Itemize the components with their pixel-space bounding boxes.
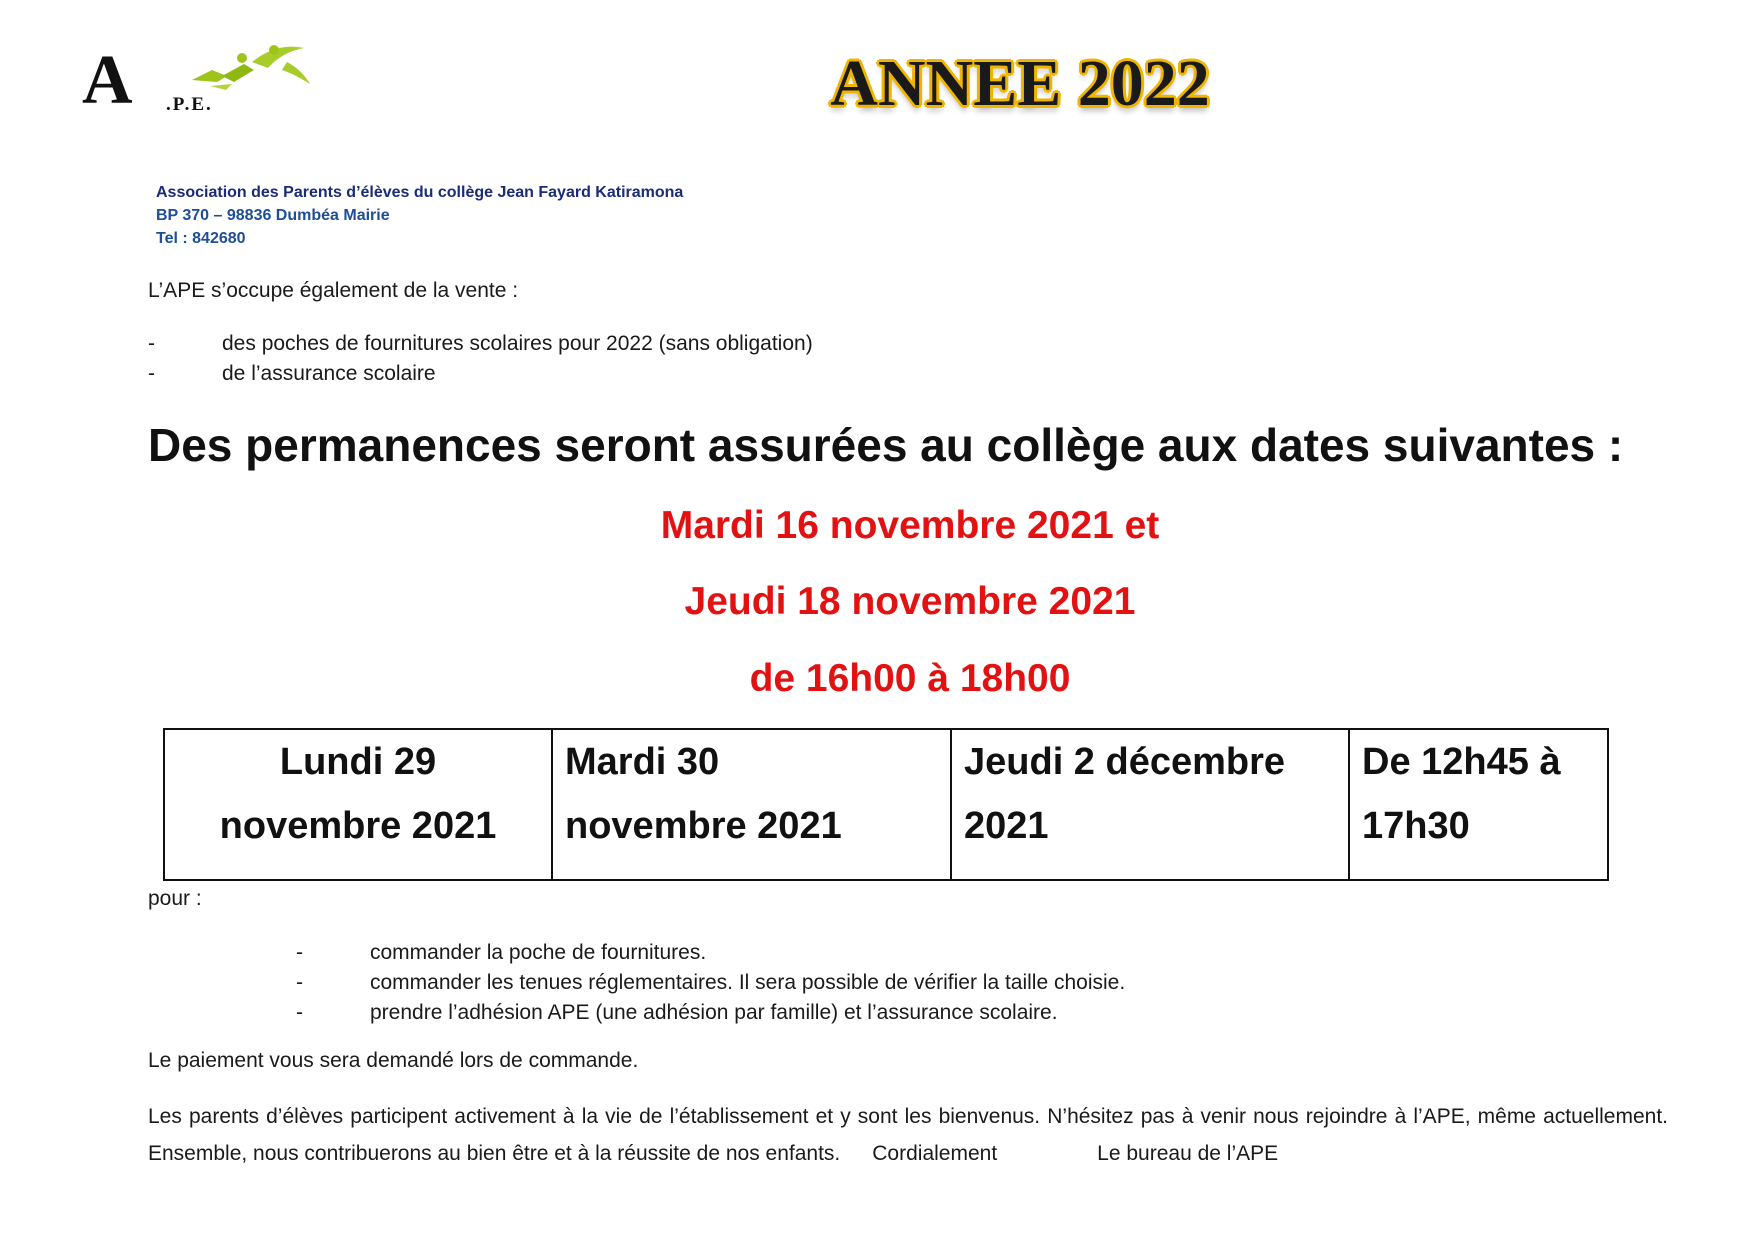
dates-table (163, 728, 1609, 881)
ape-logo (82, 40, 312, 120)
association-header (156, 181, 683, 250)
signature-text: Le bureau de l’APE (1097, 1142, 1279, 1165)
closing-paragraph (148, 1098, 1668, 1172)
list-item-text: commander la poche de fournitures. (370, 941, 707, 964)
list-item-text: des poches de fournitures scolaires pour 2022 (sans obligation) (222, 332, 813, 355)
second-date-line: Jeudi 18 novembre 2021 (684, 580, 1136, 623)
table-cell (951, 729, 1349, 880)
bullet-dash: - (296, 971, 303, 994)
cell-line: novembre 2021 (219, 805, 497, 847)
cell-line: 2021 (964, 805, 1049, 847)
table-cell (1349, 729, 1608, 880)
table-row (164, 729, 1608, 880)
first-date-line: Mardi 16 novembre 2021 et (660, 504, 1160, 547)
intro-text: L’APE s’occupe également de la vente : (148, 279, 519, 302)
closing-text: Les parents d’élèves participent activement à la vie de l’établissement et y sont les bienvenus. N’hésitez pas à venir nous rejoindre à l’APE, même actuellement. Ensemble, nous contribuerons au bien être et à la réussite de nos enfants. (148, 1105, 1668, 1165)
bullet-dash: - (148, 332, 155, 355)
year-title: ANNEE 2022 (830, 47, 1210, 120)
cell-line: novembre 2021 (565, 805, 842, 847)
association-phone: Tel : 842680 (156, 230, 246, 247)
list-item-text: prendre l’adhésion APE (une adhésion par famille) et l’assurance scolaire. (370, 1001, 1058, 1024)
people-figures-icon (182, 40, 312, 96)
association-address: BP 370 – 98836 Dumbéa Mairie (156, 207, 390, 224)
logo-initials: .P.E. (166, 94, 213, 115)
payment-note: Le paiement vous sera demandé lors de commande. (148, 1049, 639, 1072)
pour-label: pour : (148, 887, 202, 910)
table-cell (552, 729, 951, 880)
cell-line: 17h30 (1362, 805, 1470, 847)
cell-line: Mardi 30 (565, 741, 720, 783)
list-item-text: commander les tenues réglementaires. Il sera possible de vérifier la taille choisie. (370, 971, 1126, 994)
regards-text: Cordialement (872, 1142, 998, 1165)
cell-line: De 12h45 à (1362, 741, 1561, 783)
cell-line: Lundi 29 (279, 741, 437, 783)
hours-line: de 16h00 à 18h00 (749, 657, 1071, 700)
association-name: Association des Parents d’élèves du collège Jean Fayard Katiramona (156, 184, 684, 201)
list-item-text: de l’assurance scolaire (222, 362, 436, 385)
bullet-dash: - (296, 1001, 303, 1024)
bullet-dash: - (148, 362, 155, 385)
permanences-heading: Des permanences seront assurées au collège aux dates suivantes : (148, 419, 1624, 471)
cell-line: Jeudi 2 décembre (964, 741, 1286, 783)
table-cell (164, 729, 552, 880)
bullet-dash: - (296, 941, 303, 964)
logo-letter: A (82, 42, 131, 119)
